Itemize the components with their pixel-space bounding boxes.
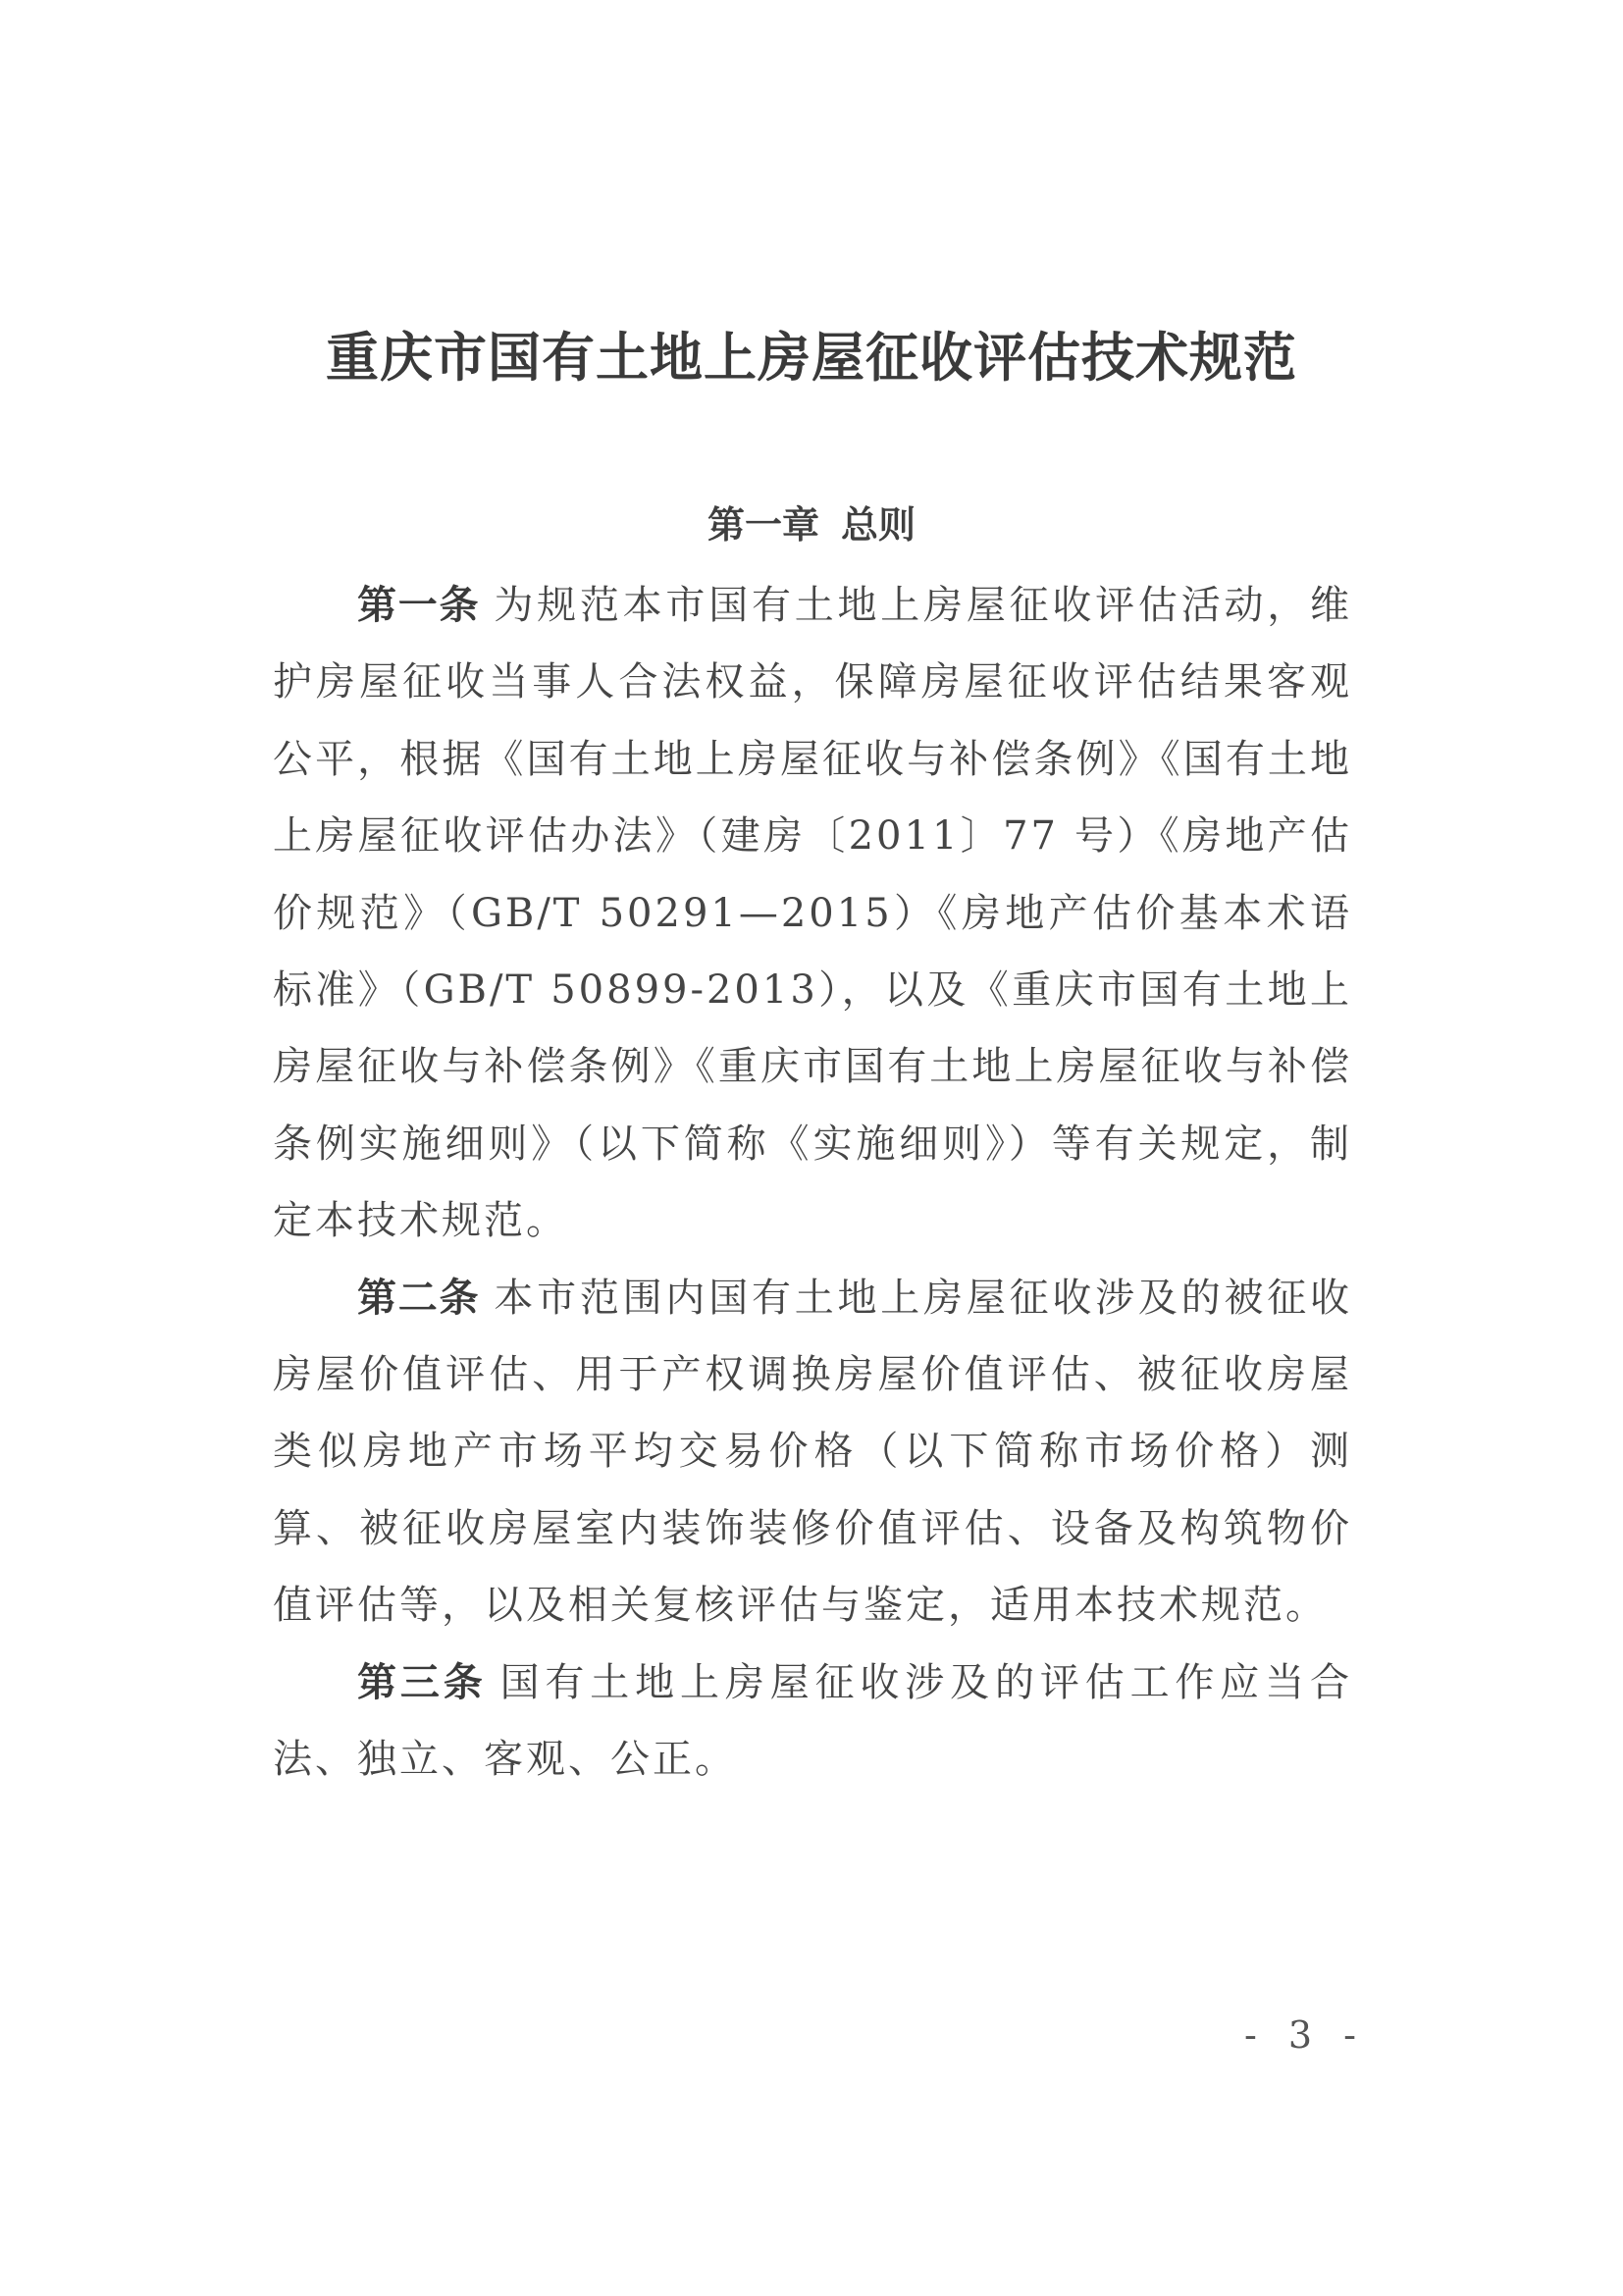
chapter-number: 第一章 [707,502,819,547]
page-number: - 3 - [1244,2013,1367,2057]
document-body [273,567,1352,1799]
article-1-text: 为规范本市国有土地上房屋征收评估活动，维护房屋征收当事人合法权益，保障房屋征收评估结果客观公平，根据《国有土地上房屋征收与补偿条例》《国有土地上房屋征收评估办法》（建房〔2011〕77 号）《房地产估价规范》（GB/T 50291—2015）《房地产估价基本术语标准》（GB/T 50899-2013），以及《重庆市国有土地上房屋征收与补偿条例》《重庆市国有土地上房屋征收与补偿条例实施细则》（以下简称《实施细则》）等有关规定，制定本技术规范。 [273,583,1353,1244]
article-1 [273,567,1352,1260]
chapter-heading [0,491,1623,559]
article-2-text: 本市范围内国有土地上房屋征收涉及的被征收房屋价值评估、用于产权调换房屋价值评估、被征收房屋类似房地产市场平均交易价格（以下简称市场价格）测算、被征收房屋室内装饰装修价值评估、设备及构筑物价值评估等，以及相关复核评估与鉴定，适用本技术规范。 [273,1275,1353,1629]
document-title: 重庆市国有土地上房屋征收评估技术规范 [326,326,1297,389]
article-2-label: 第二条 [357,1274,481,1321]
article-1-label: 第一条 [357,582,481,628]
article-2 [273,1260,1352,1644]
article-3 [273,1644,1352,1799]
article-3-text: 国有土地上房屋征收涉及的评估工作应当合法、独立、客观、公正。 [273,1659,1353,1783]
article-3-label: 第三条 [357,1658,487,1705]
chapter-name: 总则 [841,502,916,547]
